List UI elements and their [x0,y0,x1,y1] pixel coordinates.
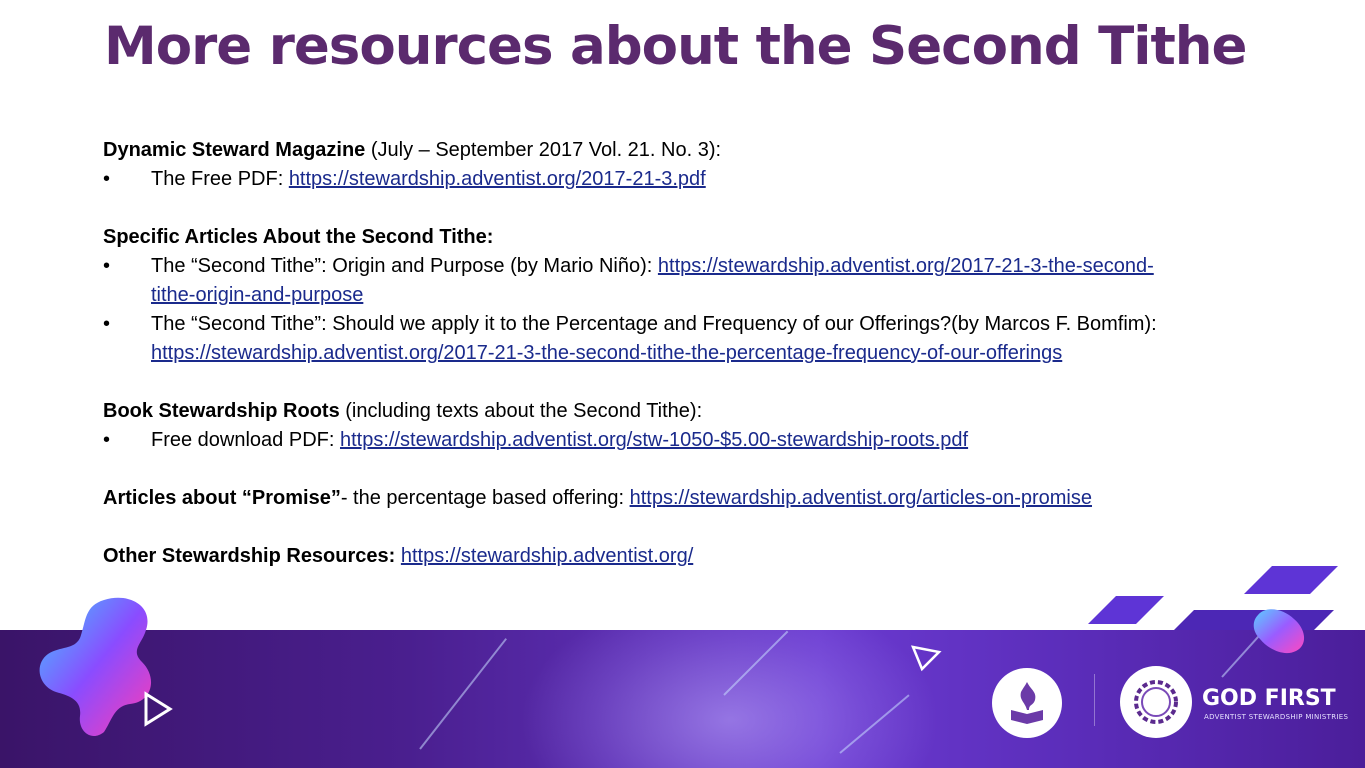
list-item-text [151,252,1303,310]
decor-parallelogram [1088,596,1164,624]
section-heading [103,223,1303,252]
stewardship-roots-pdf-link[interactable]: https://stewardship.adventist.org/stw-1050-$5.00-stewardship-roots.pdf [339,429,969,451]
resource-list [103,136,1303,600]
stewardship-home-link[interactable]: https://stewardship.adventist.org/ [400,545,694,567]
list-item-label: The “Second Tithe”: Should we apply it to the Percentage and Frequency of our Offerings?(by Marcos F. Bomfim): [151,313,1157,335]
bullet: • [103,255,111,277]
bullet: • [103,313,111,335]
list-item-label: The Free PDF: [151,168,289,190]
section-heading-bold: Dynamic Steward Magazine [103,139,366,161]
flame-book-icon [1007,680,1047,726]
logo-divider [1094,674,1095,726]
list-item [103,426,1303,455]
bullet: • [103,168,111,190]
section-heading-bold: Book Stewardship Roots [103,400,340,422]
list-item [103,165,1303,194]
section-other [103,542,1303,571]
god-first-logo [1120,666,1192,738]
section-book [103,397,1303,455]
section-heading [103,484,1303,513]
decor-stripe [419,638,507,750]
list-item-label: Free download PDF: [151,429,340,451]
magazine-pdf-link[interactable]: https://stewardship.adventist.org/2017-21-3.pdf [288,168,706,190]
bullet: • [103,429,111,451]
brand-name: GOD FIRST [1202,686,1336,711]
promise-articles-link[interactable]: https://stewardship.adventist.org/articles-on-promise [629,487,1092,509]
list-item [103,252,1303,310]
list-item-text [151,426,1303,455]
link-part: https://stewardship.adventist.org/2017-21-3-the-second- [657,255,1154,277]
section-articles [103,223,1303,368]
list-item-text [151,310,1303,368]
link-part: tithe-origin-and-purpose [151,284,364,306]
crown-of-thorns-icon [1130,676,1182,728]
section-heading-bold: Articles about “Promise” [103,487,341,509]
blob-shape-icon [1250,605,1308,655]
list-item [103,310,1303,368]
triangle-outline-icon [910,644,942,672]
percentage-frequency-article-link[interactable]: https://stewardship.adventist.org/2017-21-3-the-second-tithe-the-percentage-frequency-of-our-offerings [151,342,1063,364]
section-heading [103,542,1303,571]
globe-glow [520,630,940,768]
list-item-label: The “Second Tithe”: Origin and Purpose (by Mario Niño): [151,255,658,277]
section-heading-bold: Other Stewardship Resources: [103,545,396,567]
section-heading-bold: Specific Articles About the Second Tithe: [103,226,494,248]
section-heading-rest: (July – September 2017 Vol. 21. No. 3): [365,139,722,161]
list-item-text [151,165,1303,194]
section-heading [103,397,1303,426]
section-heading-rest: - the percentage based offering: [340,487,630,509]
page-title: More resources about the Second Tithe [104,16,1247,77]
play-triangle-icon [140,690,174,728]
section-heading-rest: (including texts about the Second Tithe): [339,400,703,422]
brand-subtitle: ADVENTIST STEWARDSHIP MINISTRIES [1204,713,1349,721]
section-heading [103,136,1303,165]
section-magazine [103,136,1303,194]
adventist-logo [992,668,1062,738]
section-promise [103,484,1303,513]
